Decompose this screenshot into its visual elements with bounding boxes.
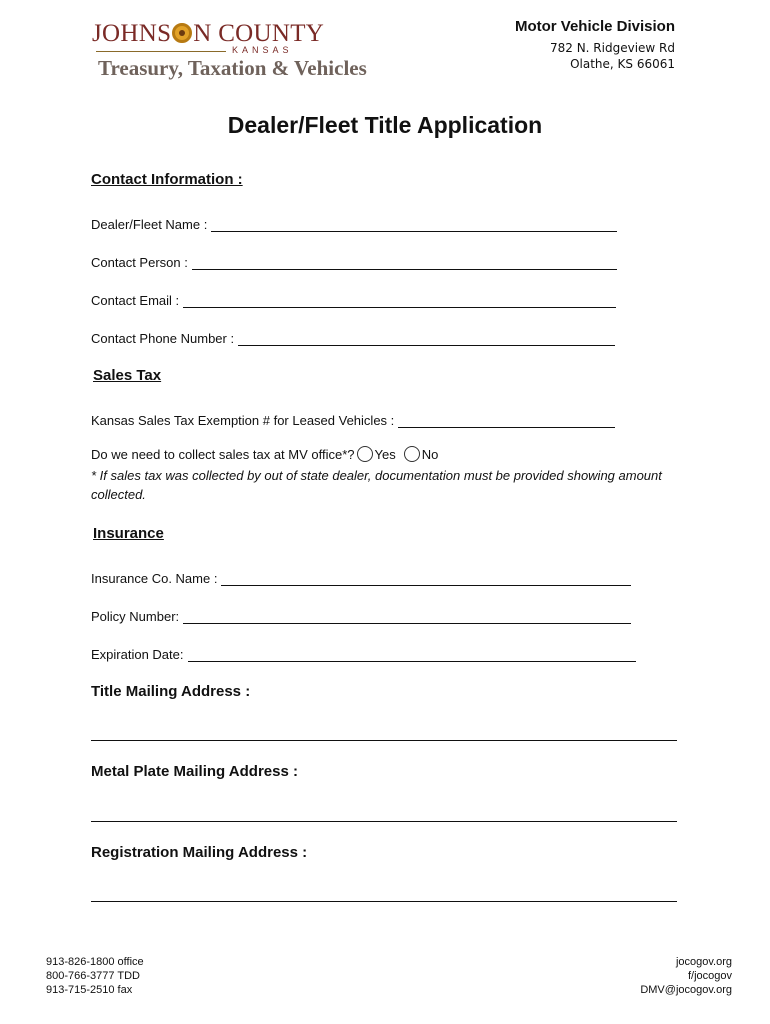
no-radio[interactable]: [404, 446, 420, 462]
footer-office: 913-826-1800 office: [46, 956, 144, 968]
logo-state: KANSAS: [232, 45, 293, 55]
city-address: Olathe, KS 66061: [570, 57, 675, 71]
contact-phone-input[interactable]: [238, 332, 615, 346]
insurance-company-field[interactable]: [91, 568, 631, 586]
tax-exemption-input[interactable]: [398, 414, 615, 428]
title-mailing-input[interactable]: [91, 740, 677, 741]
office-address: [515, 18, 675, 72]
policy-number-input[interactable]: [183, 610, 631, 624]
insurance-heading: Insurance: [93, 525, 164, 542]
expiration-date-field[interactable]: [91, 644, 636, 662]
tax-exemption-label: Kansas Sales Tax Exemption # for Leased Vehicles :: [91, 413, 395, 428]
contact-email-input[interactable]: [183, 294, 616, 308]
metal-plate-mailing-heading: Metal Plate Mailing Address :: [91, 763, 298, 780]
title-mailing-heading: Title Mailing Address :: [91, 683, 251, 700]
sunflower-icon: [172, 23, 192, 43]
street-address: 782 N. Ridgeview Rd: [549, 41, 675, 55]
yes-radio[interactable]: [357, 446, 373, 462]
sales-tax-note: * If sales tax was collected by out of state dealer, documentation must be provided showing amount collected.: [91, 468, 662, 502]
contact-phone-label: Contact Phone Number :: [91, 331, 235, 346]
contact-email-field[interactable]: [91, 290, 616, 308]
footer-tdd: 800-766-3777 TDD: [46, 970, 140, 982]
footer-email: DMV@jocogov.org: [640, 984, 732, 996]
contact-person-field[interactable]: [91, 252, 617, 270]
insurance-company-input[interactable]: [221, 572, 631, 586]
contact-person-label: Contact Person :: [91, 255, 188, 270]
policy-number-field[interactable]: [91, 606, 631, 624]
sales-tax-question-label: Do we need to collect sales tax at MV office*?: [91, 446, 355, 462]
contact-email-label: Contact Email :: [91, 293, 180, 308]
division-name: Motor Vehicle Division: [514, 18, 675, 35]
registration-mailing-heading: Registration Mailing Address :: [91, 844, 308, 861]
insurance-company-label: Insurance Co. Name :: [91, 571, 218, 586]
logo-tagline: Treasury, Taxation & Vehicles: [98, 56, 367, 80]
metal-plate-mailing-input[interactable]: [91, 821, 677, 822]
dealer-name-field[interactable]: [91, 214, 617, 232]
policy-number-label: Policy Number:: [91, 609, 180, 624]
contact-person-input[interactable]: [192, 256, 617, 270]
logo-divider: [96, 51, 226, 52]
footer-phones: [46, 955, 144, 997]
footer-contacts: [640, 955, 732, 997]
footer-facebook: f/jocogov: [687, 970, 732, 982]
sales-tax-question: [91, 446, 438, 462]
expiration-date-input[interactable]: [188, 648, 637, 662]
no-label: No: [421, 446, 439, 462]
footer-fax: 913-715-2510 fax: [46, 984, 133, 996]
contact-phone-field[interactable]: [91, 328, 615, 346]
tax-exemption-field[interactable]: [91, 410, 615, 428]
yes-label: Yes: [374, 446, 396, 462]
footer-website: jocogov.org: [675, 956, 732, 968]
sales-tax-heading: Sales Tax: [93, 367, 162, 384]
form-title: Dealer/Fleet Title Application: [227, 112, 543, 138]
dealer-name-input[interactable]: [211, 218, 617, 232]
registration-mailing-input[interactable]: [91, 901, 677, 902]
johnson-county-logo: [92, 18, 402, 80]
dealer-name-label: Dealer/Fleet Name :: [91, 217, 208, 232]
expiration-date-label: Expiration Date:: [91, 647, 184, 662]
logo-wordmark: JOHNS N COUNTY: [92, 20, 325, 47]
contact-heading: Contact Information :: [91, 171, 243, 188]
